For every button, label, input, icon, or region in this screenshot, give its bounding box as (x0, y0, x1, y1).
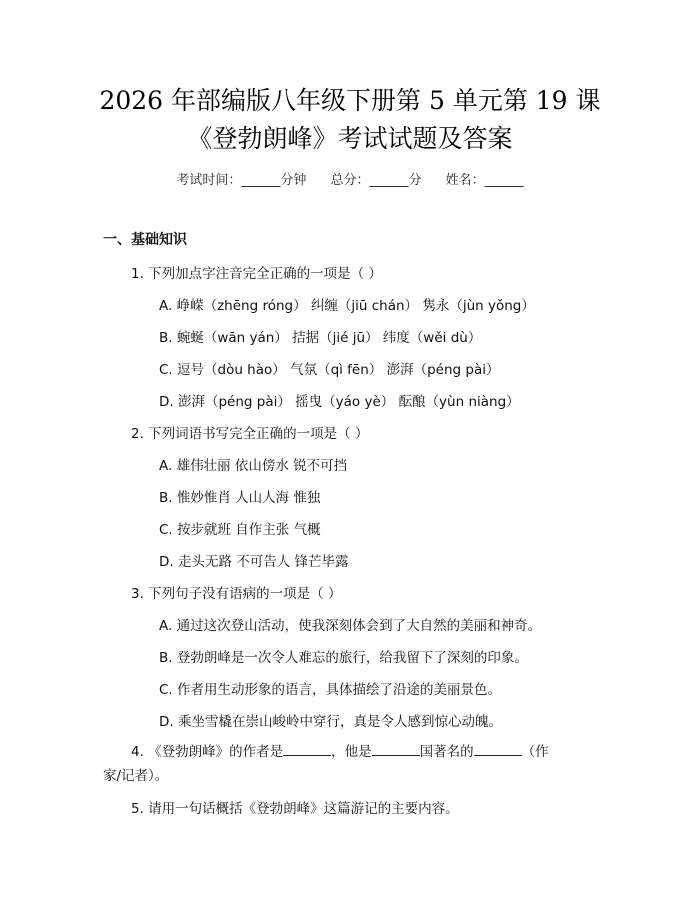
question-3-stem: 3. 下列句子没有语病的一项是（ ） (131, 586, 342, 602)
question-1-option-d: D. 澎湃（péng pài） 摇曳（yáo yè） 酝酿（yùn niàng） (159, 394, 520, 410)
question-4-stem-line2: 家/记者）。 (103, 768, 169, 784)
question-3-option-a: A. 通过这次登山活动，使我深刻体会到了大自然的美丽和神奇。 (159, 618, 542, 634)
question-4-blank-author[interactable] (283, 741, 331, 756)
page-title-line2: 《登勃朗峰》考试试题及答案 (187, 124, 513, 153)
section-heading-basic: 一、基础知识 (103, 232, 187, 248)
question-3-option-b: B. 登勃朗峰是一次令人难忘的旅行，给我留下了深刻的印象。 (159, 650, 528, 666)
question-4-blank-country[interactable] (372, 741, 420, 756)
page-title-line1: 2026 年部编版八年级下册第 5 单元第 19 课 (99, 86, 601, 115)
question-4-text-part3: 国著名的 (419, 744, 474, 760)
question-4-text-part4: （作 (521, 744, 549, 760)
question-4-text-part1: 4. 《登勃朗峰》的作者是 (131, 744, 284, 760)
exam-score-field: 总分：______分 (330, 173, 422, 188)
question-3-option-d: D. 乘坐雪橇在崇山峻岭中穿行，真是令人感到惊心动魄。 (159, 714, 502, 730)
question-2-option-b: B. 惟妙惟肖 人山人海 惟独 (159, 490, 321, 506)
exam-time-field: 考试时间：______分钟 (176, 173, 307, 188)
question-2-option-c: C. 按步就班 自作主张 气概 (159, 522, 321, 538)
question-4-stem (131, 740, 601, 760)
exam-name-field: 姓名：______ (445, 173, 524, 188)
question-1-stem: 1. 下列加点字注音完全正确的一项是（ ） (131, 266, 382, 282)
question-2-option-d: D. 走头无路 不可告人 锋芒毕露 (159, 554, 349, 570)
question-4-text-part2: ，他是 (331, 744, 372, 760)
question-2-option-a: A. 雄伟壮丽 依山傍水 锐不可挡 (159, 458, 348, 474)
question-4-blank-profession[interactable] (474, 741, 522, 756)
question-1-option-c: C. 逗号（dòu hào） 气氛（qì fēn） 澎湃（péng pài） (159, 362, 500, 378)
question-5-stem: 5. 请用一句话概括《登勃朗峰》这篇游记的主要内容。 (131, 801, 459, 817)
question-2-stem: 2. 下列词语书写完全正确的一项是（ ） (131, 426, 369, 442)
question-1-option-a: A. 峥嵘（zhēng róng） 纠缠（jiū chán） 隽永（jùn yǒng） (159, 298, 535, 314)
exam-meta (0, 169, 700, 188)
question-3-option-c: C. 作者用生动形象的语言，具体描绘了沿途的美丽景色。 (159, 682, 502, 698)
question-1-option-b: B. 蜿蜒（wān yán） 拮据（jié jū） 纬度（wěi dù） (159, 330, 482, 346)
